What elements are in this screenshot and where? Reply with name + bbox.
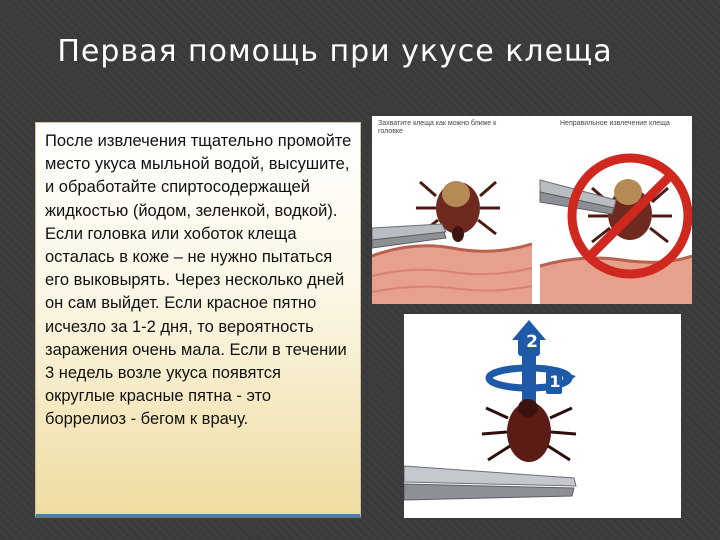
caption-incorrect: Неправильное извлечение клеща	[560, 120, 670, 127]
skin-icon	[372, 244, 532, 304]
slide-title: Первая помощь при укусе клеща	[57, 34, 613, 69]
tick-removal-comparison-image	[372, 116, 692, 304]
tick-twist-removal-image	[404, 314, 681, 518]
text-box	[35, 122, 361, 518]
tweezers-icon	[372, 224, 446, 248]
tick-icon	[482, 399, 576, 462]
caption-correct: Захватите клеща как можно ближе к головке	[378, 120, 497, 135]
tweezers-icon	[404, 466, 576, 500]
body-text: После извлечения тщательно промойте место укуса мыльной водой, высушите, и обработайте спиртосодержащей жидкостью (йодом, зеленкой, водкой). Если головка или хоботок клеща осталась в коже – не нужно пытаться его выковырять. Через несколько дней он сам выйдет. Если красное пятно исчезло за 1-2 дня, то вероятность заражения очень мала. Если в течении 3 недель возле укуса появятся округлые красные пятна - это боррелиоз - бегом к врачу.	[45, 132, 352, 429]
step-1-label: 1	[549, 372, 561, 391]
step-2-label: 2	[526, 332, 538, 352]
